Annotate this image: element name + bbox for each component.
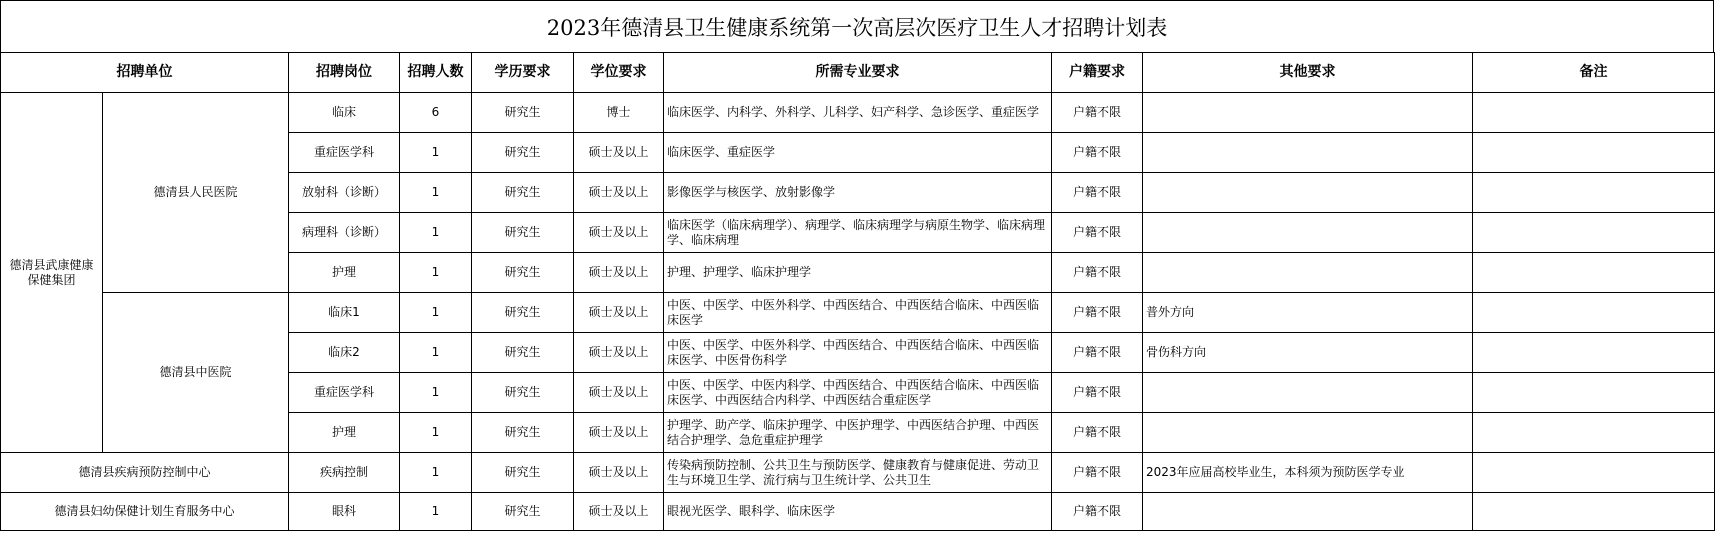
hukou-cell: 户籍不限 <box>1052 133 1143 173</box>
degree-cell: 博士 <box>574 93 664 133</box>
hukou-cell: 户籍不限 <box>1052 453 1143 493</box>
other-cell <box>1143 373 1473 413</box>
education-cell: 研究生 <box>472 93 574 133</box>
table-row <box>1 453 1715 493</box>
post-cell: 护理 <box>289 253 400 293</box>
education-cell: 研究生 <box>472 293 574 333</box>
other-cell: 骨伤科方向 <box>1143 333 1473 373</box>
post-cell: 重症医学科 <box>289 133 400 173</box>
count-cell: 1 <box>400 213 472 253</box>
post-cell: 重症医学科 <box>289 373 400 413</box>
other-cell: 普外方向 <box>1143 293 1473 333</box>
header-education: 学历要求 <box>472 53 574 93</box>
remark-cell <box>1473 413 1715 453</box>
count-cell: 6 <box>400 93 472 133</box>
major-cell: 眼视光医学、眼科学、临床医学 <box>664 493 1052 531</box>
remark-cell <box>1473 133 1715 173</box>
other-cell <box>1143 93 1473 133</box>
hukou-cell: 户籍不限 <box>1052 253 1143 293</box>
major-cell: 临床医学（临床病理学）、病理学、临床病理学与病原生物学、临床病理学、临床病理 <box>664 213 1052 253</box>
education-cell: 研究生 <box>472 453 574 493</box>
degree-cell: 硕士及以上 <box>574 493 664 531</box>
hukou-cell: 户籍不限 <box>1052 493 1143 531</box>
major-cell: 传染病预防控制、公共卫生与预防医学、健康教育与健康促进、劳动卫生与环境卫生学、流行病与卫生统计学、公共卫生 <box>664 453 1052 493</box>
other-cell <box>1143 133 1473 173</box>
major-cell: 临床医学、内科学、外科学、儿科学、妇产科学、急诊医学、重症医学 <box>664 93 1052 133</box>
count-cell: 1 <box>400 453 472 493</box>
education-cell: 研究生 <box>472 373 574 413</box>
education-cell: 研究生 <box>472 333 574 373</box>
degree-cell: 硕士及以上 <box>574 373 664 413</box>
count-cell: 1 <box>400 173 472 213</box>
other-cell <box>1143 213 1473 253</box>
remark-cell <box>1473 173 1715 213</box>
header-hukou: 户籍要求 <box>1052 53 1143 93</box>
header-other: 其他要求 <box>1143 53 1473 93</box>
hukou-cell: 户籍不限 <box>1052 373 1143 413</box>
remark-cell <box>1473 453 1715 493</box>
education-cell: 研究生 <box>472 413 574 453</box>
major-cell: 护理学、助产学、临床护理学、中医护理学、中西医结合护理、中西医结合护理学、急危重症护理学 <box>664 413 1052 453</box>
count-cell: 1 <box>400 373 472 413</box>
header-remark: 备注 <box>1473 53 1715 93</box>
header-degree: 学位要求 <box>574 53 664 93</box>
unit-fuyou: 德清县妇幼保健计划生育服务中心 <box>1 493 289 531</box>
other-cell <box>1143 493 1473 531</box>
remark-cell <box>1473 493 1715 531</box>
remark-cell <box>1473 253 1715 293</box>
header-unit: 招聘单位 <box>1 53 289 93</box>
page-title: 2023年德清县卫生健康系统第一次高层次医疗卫生人才招聘计划表 <box>0 0 1714 52</box>
hukou-cell: 户籍不限 <box>1052 213 1143 253</box>
major-cell: 中医、中医学、中医外科学、中西医结合、中西医结合临床、中西医临床医学、中医骨伤科学 <box>664 333 1052 373</box>
count-cell: 1 <box>400 333 472 373</box>
degree-cell: 硕士及以上 <box>574 453 664 493</box>
education-cell: 研究生 <box>472 213 574 253</box>
degree-cell: 硕士及以上 <box>574 133 664 173</box>
education-cell: 研究生 <box>472 133 574 173</box>
major-cell: 中医、中医学、中医外科学、中西医结合、中西医结合临床、中西医临床医学 <box>664 293 1052 333</box>
degree-cell: 硕士及以上 <box>574 293 664 333</box>
education-cell: 研究生 <box>472 173 574 213</box>
table-row <box>1 93 1715 133</box>
remark-cell <box>1473 373 1715 413</box>
other-cell <box>1143 253 1473 293</box>
major-cell: 临床医学、重症医学 <box>664 133 1052 173</box>
count-cell: 1 <box>400 253 472 293</box>
count-cell: 1 <box>400 493 472 531</box>
count-cell: 1 <box>400 133 472 173</box>
unit-cdc: 德清县疾病预防控制中心 <box>1 453 289 493</box>
other-cell <box>1143 173 1473 213</box>
education-cell: 研究生 <box>472 493 574 531</box>
post-cell: 病理科（诊断） <box>289 213 400 253</box>
hukou-cell: 户籍不限 <box>1052 333 1143 373</box>
post-cell: 眼科 <box>289 493 400 531</box>
unit-renmin: 德清县人民医院 <box>103 93 289 293</box>
remark-cell <box>1473 213 1715 253</box>
major-cell: 中医、中医学、中医内科学、中西医结合、中西医结合临床、中西医临床医学、中西医结合内科学、中西医结合重症医学 <box>664 373 1052 413</box>
other-cell <box>1143 413 1473 453</box>
post-cell: 临床2 <box>289 333 400 373</box>
post-cell: 护理 <box>289 413 400 453</box>
degree-cell: 硕士及以上 <box>574 253 664 293</box>
degree-cell: 硕士及以上 <box>574 333 664 373</box>
unit-zhongyi: 德清县中医院 <box>103 293 289 453</box>
table-row <box>1 493 1715 531</box>
recruitment-table <box>0 52 1715 531</box>
major-cell: 护理、护理学、临床护理学 <box>664 253 1052 293</box>
header-post: 招聘岗位 <box>289 53 400 93</box>
degree-cell: 硕士及以上 <box>574 213 664 253</box>
post-cell: 放射科（诊断） <box>289 173 400 213</box>
group-cell: 德清县武康健康保健集团 <box>1 93 103 453</box>
hukou-cell: 户籍不限 <box>1052 93 1143 133</box>
education-cell: 研究生 <box>472 253 574 293</box>
remark-cell <box>1473 293 1715 333</box>
remark-cell <box>1473 93 1715 133</box>
hukou-cell: 户籍不限 <box>1052 413 1143 453</box>
count-cell: 1 <box>400 293 472 333</box>
header-major: 所需专业要求 <box>664 53 1052 93</box>
post-cell: 临床 <box>289 93 400 133</box>
post-cell: 疾病控制 <box>289 453 400 493</box>
post-cell: 临床1 <box>289 293 400 333</box>
count-cell: 1 <box>400 413 472 453</box>
hukou-cell: 户籍不限 <box>1052 293 1143 333</box>
other-cell: 2023年应届高校毕业生，本科须为预防医学专业 <box>1143 453 1473 493</box>
hukou-cell: 户籍不限 <box>1052 173 1143 213</box>
header-count: 招聘人数 <box>400 53 472 93</box>
major-cell: 影像医学与核医学、放射影像学 <box>664 173 1052 213</box>
remark-cell <box>1473 333 1715 373</box>
degree-cell: 硕士及以上 <box>574 413 664 453</box>
header-row <box>1 53 1715 93</box>
table-row <box>1 293 1715 333</box>
degree-cell: 硕士及以上 <box>574 173 664 213</box>
